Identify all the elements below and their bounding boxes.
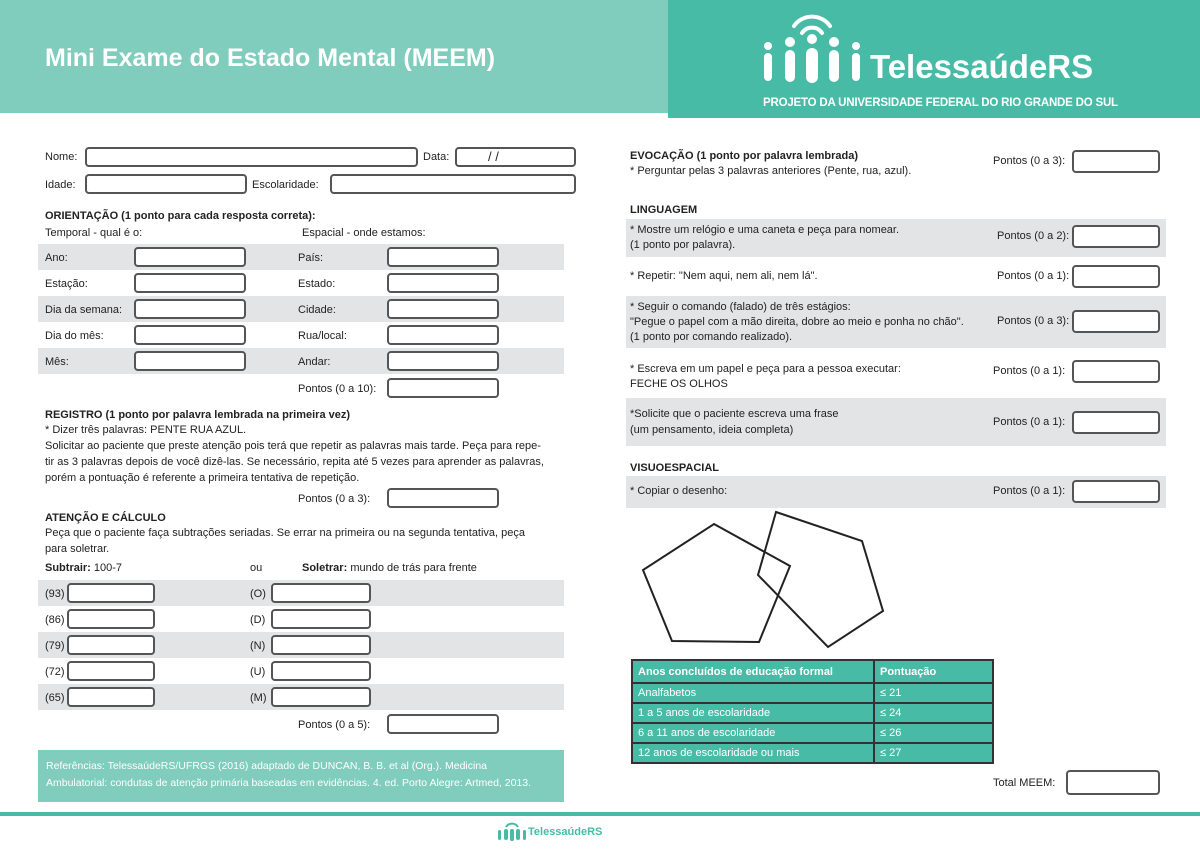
- subtrair-65-field[interactable]: [67, 687, 155, 707]
- total-field[interactable]: [1066, 770, 1160, 795]
- atencao-pontos-label: Pontos (0 a 5):: [298, 719, 371, 731]
- soletrar-instruction: [302, 562, 477, 574]
- ano-field[interactable]: [134, 247, 246, 267]
- dia-semana-field[interactable]: [134, 299, 246, 319]
- orientacao-pontos-field[interactable]: [387, 378, 499, 398]
- evocacao-line-1: * Perguntar pelas 3 palavras anteriores (Pente, rua, azul).: [630, 165, 912, 177]
- escreva-line-2: FECHE OS OLHOS: [630, 378, 728, 390]
- comando-pontos-label: Pontos (0 a 3):: [997, 315, 1070, 327]
- orientacao-pontos-label: Pontos (0 a 10):: [298, 383, 377, 395]
- espacial-heading: Espacial - onde estamos:: [302, 227, 426, 239]
- registro-line-1: * Dizer três palavras: PENTE RUA AZUL.: [45, 424, 247, 436]
- dia-mes-label: Dia do mês:: [45, 330, 104, 342]
- rua-field[interactable]: [387, 325, 499, 345]
- orientacao-title: ORIENTAÇÃO (1 ponto para cada resposta correta):: [45, 210, 316, 222]
- subtrair-86-field[interactable]: [67, 609, 155, 629]
- footer-brand: TelessaúdeRS: [528, 826, 603, 838]
- score-table-header: [632, 660, 993, 683]
- brand-subtitle: PROJETO DA UNIVERSIDADE FEDERAL DO RIO GRANDE DO SUL: [763, 97, 1118, 109]
- repetir-pontos-label: Pontos (0 a 1):: [997, 270, 1070, 282]
- table-row: [632, 723, 993, 743]
- andar-label: Andar:: [298, 356, 331, 368]
- subtrair-86-label: (86): [45, 614, 65, 626]
- soletrar-d-field[interactable]: [271, 609, 371, 629]
- comando-pontos-field[interactable]: [1072, 310, 1160, 333]
- score-row-education: 12 anos de escolaridade ou mais: [632, 743, 874, 763]
- atencao-line-2: para soletrar.: [45, 543, 110, 555]
- soletrar-u-field[interactable]: [271, 661, 371, 681]
- escolaridade-label: Escolaridade:: [252, 179, 319, 191]
- registro-title: REGISTRO (1 ponto por palavra lembrada na primeira vez): [45, 409, 351, 421]
- andar-field[interactable]: [387, 351, 499, 371]
- ano-label: Ano:: [45, 252, 68, 264]
- table-row: [632, 703, 993, 723]
- footer-logo-icon: [497, 821, 527, 841]
- atencao-title: ATENÇÃO E CÁLCULO: [45, 512, 166, 524]
- subtrair-label: Subtrair:: [45, 562, 91, 574]
- score-row-education: 6 a 11 anos de escolaridade: [632, 723, 874, 743]
- cidade-field[interactable]: [387, 299, 499, 319]
- subtrair-value: 100-7: [93, 562, 123, 574]
- pais-field[interactable]: [387, 247, 499, 267]
- registro-line-4: porém a pontuação é referente a primeira tentativa de repetição.: [45, 472, 360, 484]
- references-box: [38, 750, 564, 802]
- comando-line-2: "Pegue o papel com a mão direita, dobre ao meio e ponha no chão".: [630, 316, 964, 328]
- score-header-score: Pontuação: [874, 660, 993, 683]
- subtrair-79-label: (79): [45, 640, 65, 652]
- dia-mes-field[interactable]: [134, 325, 246, 345]
- nomear-pontos-field[interactable]: [1072, 225, 1160, 248]
- frase-line-2: (um pensamento, ideia completa): [630, 424, 794, 436]
- intersecting-pentagons-drawing: [630, 508, 900, 658]
- subtrair-72-field[interactable]: [67, 661, 155, 681]
- evocacao-title: EVOCAÇÃO (1 ponto por palavra lembrada): [630, 150, 858, 162]
- soletrar-value: mundo de trás para frente: [350, 562, 477, 574]
- estado-field[interactable]: [387, 273, 499, 293]
- registro-pontos-field[interactable]: [387, 488, 499, 508]
- evocacao-pontos-label: Pontos (0 a 3):: [993, 155, 1066, 167]
- page-title: Mini Exame do Estado Mental (MEEM): [45, 44, 496, 72]
- subtrair-93-label: (93): [45, 588, 65, 600]
- idade-label: Idade:: [45, 179, 76, 191]
- comando-line-3: (1 ponto por comando realizado).: [630, 331, 793, 343]
- nome-field[interactable]: [85, 147, 418, 167]
- score-row-value: ≤ 26: [874, 723, 993, 743]
- soletrar-label: Soletrar:: [302, 562, 348, 574]
- references-line-1: Referências: TelessaúdeRS/UFRGS (2016) adaptado de DUNCAN, B. B. et al (Org.). Medicina: [46, 760, 487, 772]
- dia-semana-label: Dia da semana:: [45, 304, 123, 316]
- score-row-education: 1 a 5 anos de escolaridade: [632, 703, 874, 723]
- score-header-education: Anos concluídos de educação formal: [632, 660, 874, 683]
- pentagon-right: [758, 512, 883, 647]
- cidade-label: Cidade:: [298, 304, 336, 316]
- soletrar-n-field[interactable]: [271, 635, 371, 655]
- registro-pontos-label: Pontos (0 a 3):: [298, 493, 371, 505]
- estacao-label: Estação:: [45, 278, 88, 290]
- ou-label: ou: [250, 562, 263, 574]
- table-row: [632, 683, 993, 703]
- table-row: [632, 743, 993, 763]
- frase-pontos-label: Pontos (0 a 1):: [993, 416, 1066, 428]
- soletrar-m-field[interactable]: [271, 687, 371, 707]
- visuoespacial-title: VISUOESPACIAL: [630, 462, 720, 474]
- rua-label: Rua/local:: [298, 330, 347, 342]
- nomear-pontos-label: Pontos (0 a 2):: [997, 230, 1070, 242]
- frase-pontos-field[interactable]: [1072, 411, 1160, 434]
- pais-label: País:: [298, 252, 324, 264]
- date-separators: / /: [488, 149, 499, 164]
- score-row-value: ≤ 27: [874, 743, 993, 763]
- escreva-pontos-label: Pontos (0 a 1):: [993, 365, 1066, 377]
- telessaude-logo-icon: [760, 6, 865, 88]
- footer-rule: [0, 812, 1200, 816]
- atencao-pontos-field[interactable]: [387, 714, 499, 734]
- subtrair-72-label: (72): [45, 666, 65, 678]
- linguagem-title: LINGUAGEM: [630, 204, 698, 216]
- estado-label: Estado:: [298, 278, 336, 290]
- repetir-pontos-field[interactable]: [1072, 265, 1160, 288]
- repetir-line-1: * Repetir: "Nem aqui, nem ali, nem lá".: [630, 270, 818, 282]
- subtrair-65-label: (65): [45, 692, 65, 704]
- soletrar-m-label: (M): [250, 692, 267, 704]
- nome-label: Nome:: [45, 151, 78, 163]
- evocacao-pontos-field[interactable]: [1072, 150, 1160, 173]
- visuoespacial-pontos-field[interactable]: [1072, 480, 1160, 503]
- soletrar-u-label: (U): [250, 666, 266, 678]
- soletrar-n-label: (N): [250, 640, 266, 652]
- mes-field[interactable]: [134, 351, 246, 371]
- escreva-line-1: * Escreva em um papel e peça para a pessoa executar:: [630, 363, 901, 375]
- score-row-value: ≤ 21: [874, 683, 993, 703]
- registro-line-2: Solicitar ao paciente que preste atenção pois terá que repetir as palavras mais tarde. Peça para repe-: [45, 440, 541, 452]
- visuoespacial-pontos-label: Pontos (0 a 1):: [993, 485, 1066, 497]
- subtrair-79-field[interactable]: [67, 635, 155, 655]
- data-field[interactable]: [455, 147, 576, 167]
- estacao-field[interactable]: [134, 273, 246, 293]
- registro-line-3: tir as 3 palavras depois de você dizê-las. Se necessário, repita até 5 vezes para aprender as palavras,: [45, 456, 544, 468]
- nomear-line-1: * Mostre um relógio e uma caneta e peça para nomear.: [630, 224, 900, 236]
- temporal-heading: Temporal - qual é o:: [45, 227, 143, 239]
- score-row-value: ≤ 24: [874, 703, 993, 723]
- soletrar-d-label: (D): [250, 614, 266, 626]
- nomear-line-2: (1 ponto por palavra).: [630, 239, 736, 251]
- subtrair-instruction: [45, 562, 122, 574]
- score-row-education: Analfabetos: [632, 683, 874, 703]
- mes-label: Mês:: [45, 356, 69, 368]
- references-line-2: Ambulatorial: condutas de atenção primária baseadas em evidências. 4. ed. Porto Alegre: Artmed, 2013.: [46, 777, 532, 789]
- visuoespacial-line-1: * Copiar o desenho:: [630, 485, 728, 497]
- atencao-line-1: Peça que o paciente faça subtrações seriadas. Se errar na primeira ou na segunda tentativa, peça: [45, 527, 526, 539]
- frase-line-1: *Solicite que o paciente escreva uma frase: [630, 408, 839, 420]
- soletrar-o-field[interactable]: [271, 583, 371, 603]
- score-table: [631, 659, 994, 764]
- data-label: Data:: [423, 151, 450, 163]
- brand-name: TelessaúdeRS: [870, 48, 1094, 85]
- idade-field[interactable]: [85, 174, 247, 194]
- total-label: Total MEEM:: [993, 777, 1056, 789]
- soletrar-o-label: (O): [250, 588, 266, 600]
- comando-line-1: * Seguir o comando (falado) de três estágios:: [630, 301, 851, 313]
- subtrair-93-field[interactable]: [67, 583, 155, 603]
- escolaridade-field[interactable]: [330, 174, 576, 194]
- escreva-pontos-field[interactable]: [1072, 360, 1160, 383]
